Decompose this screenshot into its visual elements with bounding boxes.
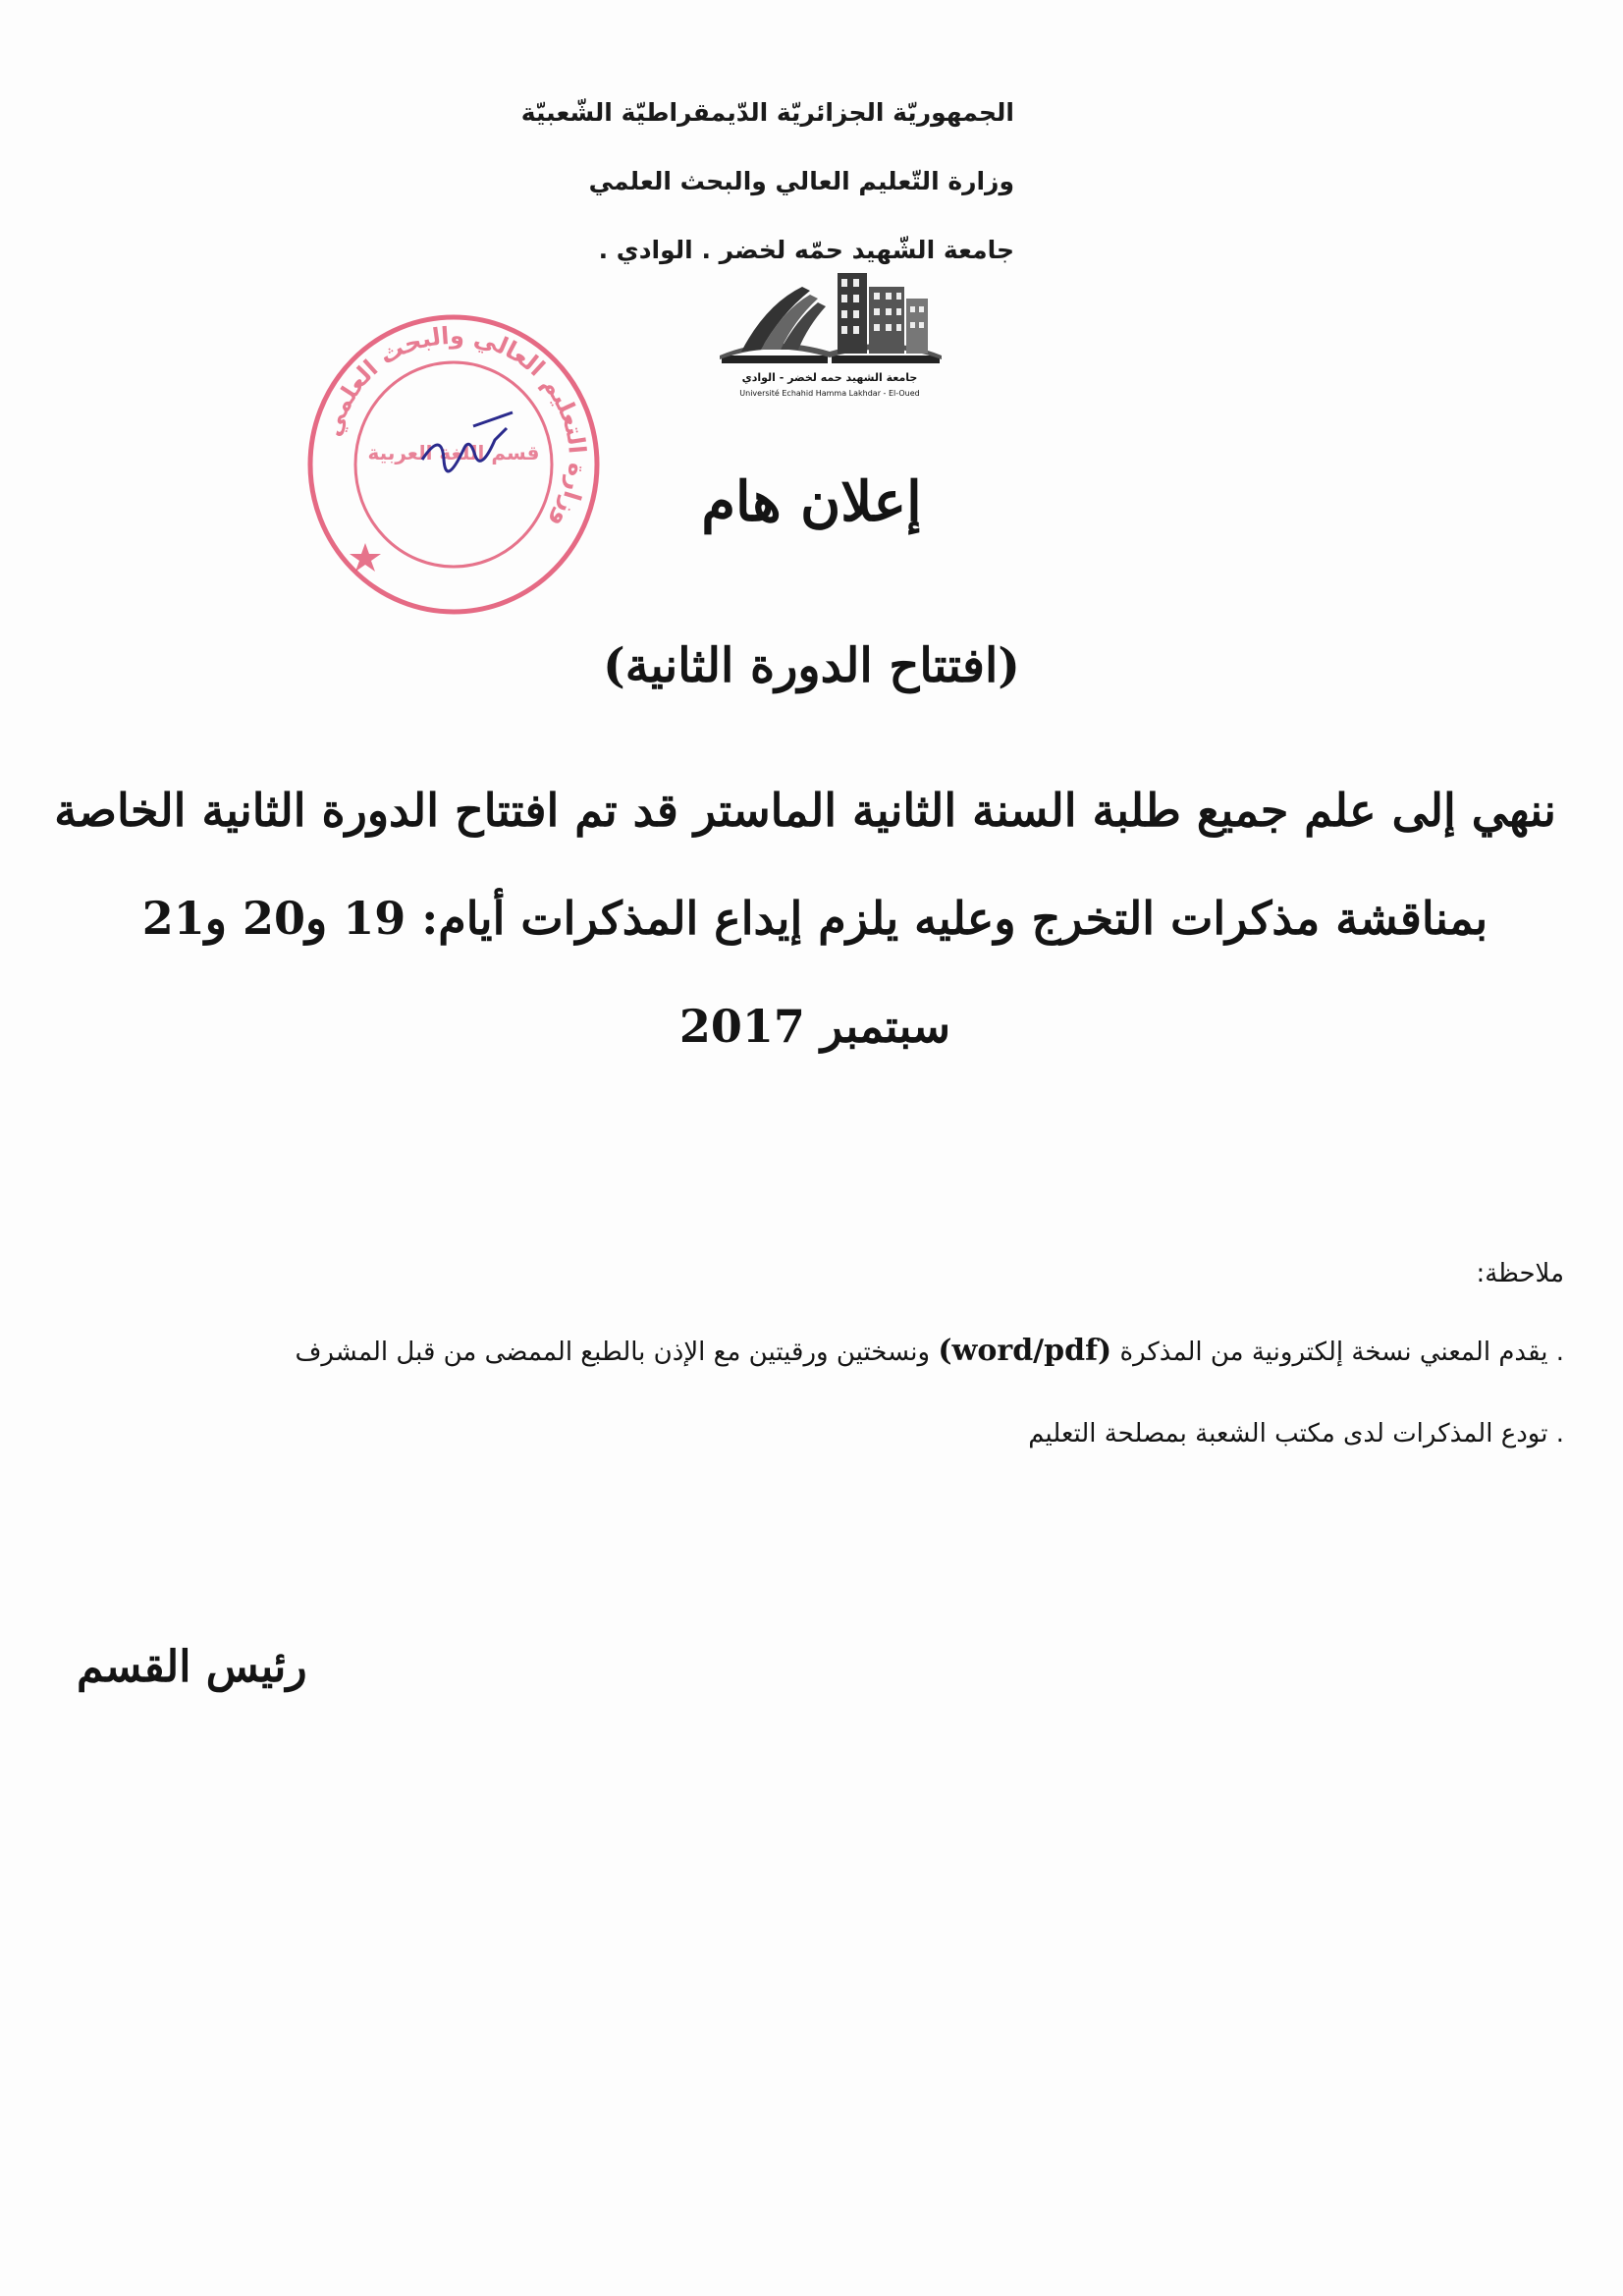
document-header <box>504 79 1014 285</box>
republic-name: الجمهوريّة الجزائريّة الدّيمقراطيّة الشّعبيّة <box>520 98 1014 127</box>
announcement-title: إعلان هام <box>701 469 922 534</box>
announcement-body-line: سبتمبر 2017 <box>678 1000 951 1053</box>
svg-text:قسم اللغة العربية: قسم اللغة العربية <box>367 441 540 465</box>
note-item-text: ونسختين ورقيتين مع الإذن بالطبع الممضى من قبل المشرف <box>295 1338 931 1367</box>
logo-caption-latin: Université Echahid Hamma Lakhdar - El-Oued <box>739 389 920 398</box>
university-logo <box>712 265 947 403</box>
note-item: . تودع المذكرات لدى مكتب الشعبة بمصلحة التعليم <box>1028 1419 1564 1449</box>
note-item-text: . يقدم المعني نسخة إلكترونية من المذكرة <box>1119 1338 1564 1367</box>
announcement-body <box>54 756 1556 1080</box>
ministry-name: وزارة التّعليم العالي والبحث العلمي <box>588 167 1014 195</box>
svg-text:وزارة التعليم العالي والبحث ال: وزارة التعليم العالي والبحث العلمي <box>318 321 592 534</box>
notes-label: ملاحظة: <box>1476 1259 1564 1288</box>
department-head-signature: رئيس القسم <box>77 1642 307 1692</box>
logo-caption-arabic: جامعة الشهيد حمه لخضر - الوادي <box>741 371 918 384</box>
university-building-logo-icon <box>712 265 947 371</box>
university-name: جامعة الشّهيد حمّه لخضر . الوادي . <box>598 236 1014 264</box>
announcement-subtitle: (افتتاح الدورة الثانية) <box>602 638 1020 693</box>
note-item <box>295 1334 1564 1368</box>
stamp-seal-icon <box>306 312 601 617</box>
official-stamp <box>306 312 601 617</box>
announcement-body-line: ننهي إلى علم جميع طلبة السنة الثانية الماستر قد تم افتتاح الدورة الثانية الخاصة <box>54 784 1556 837</box>
file-format-text: (word/pdf) <box>938 1334 1112 1368</box>
announcement-body-line: بمناقشة مذكرات التخرج وعليه يلزم إيداع المذكرات أيام: 19 و20 و21 <box>141 892 1488 945</box>
